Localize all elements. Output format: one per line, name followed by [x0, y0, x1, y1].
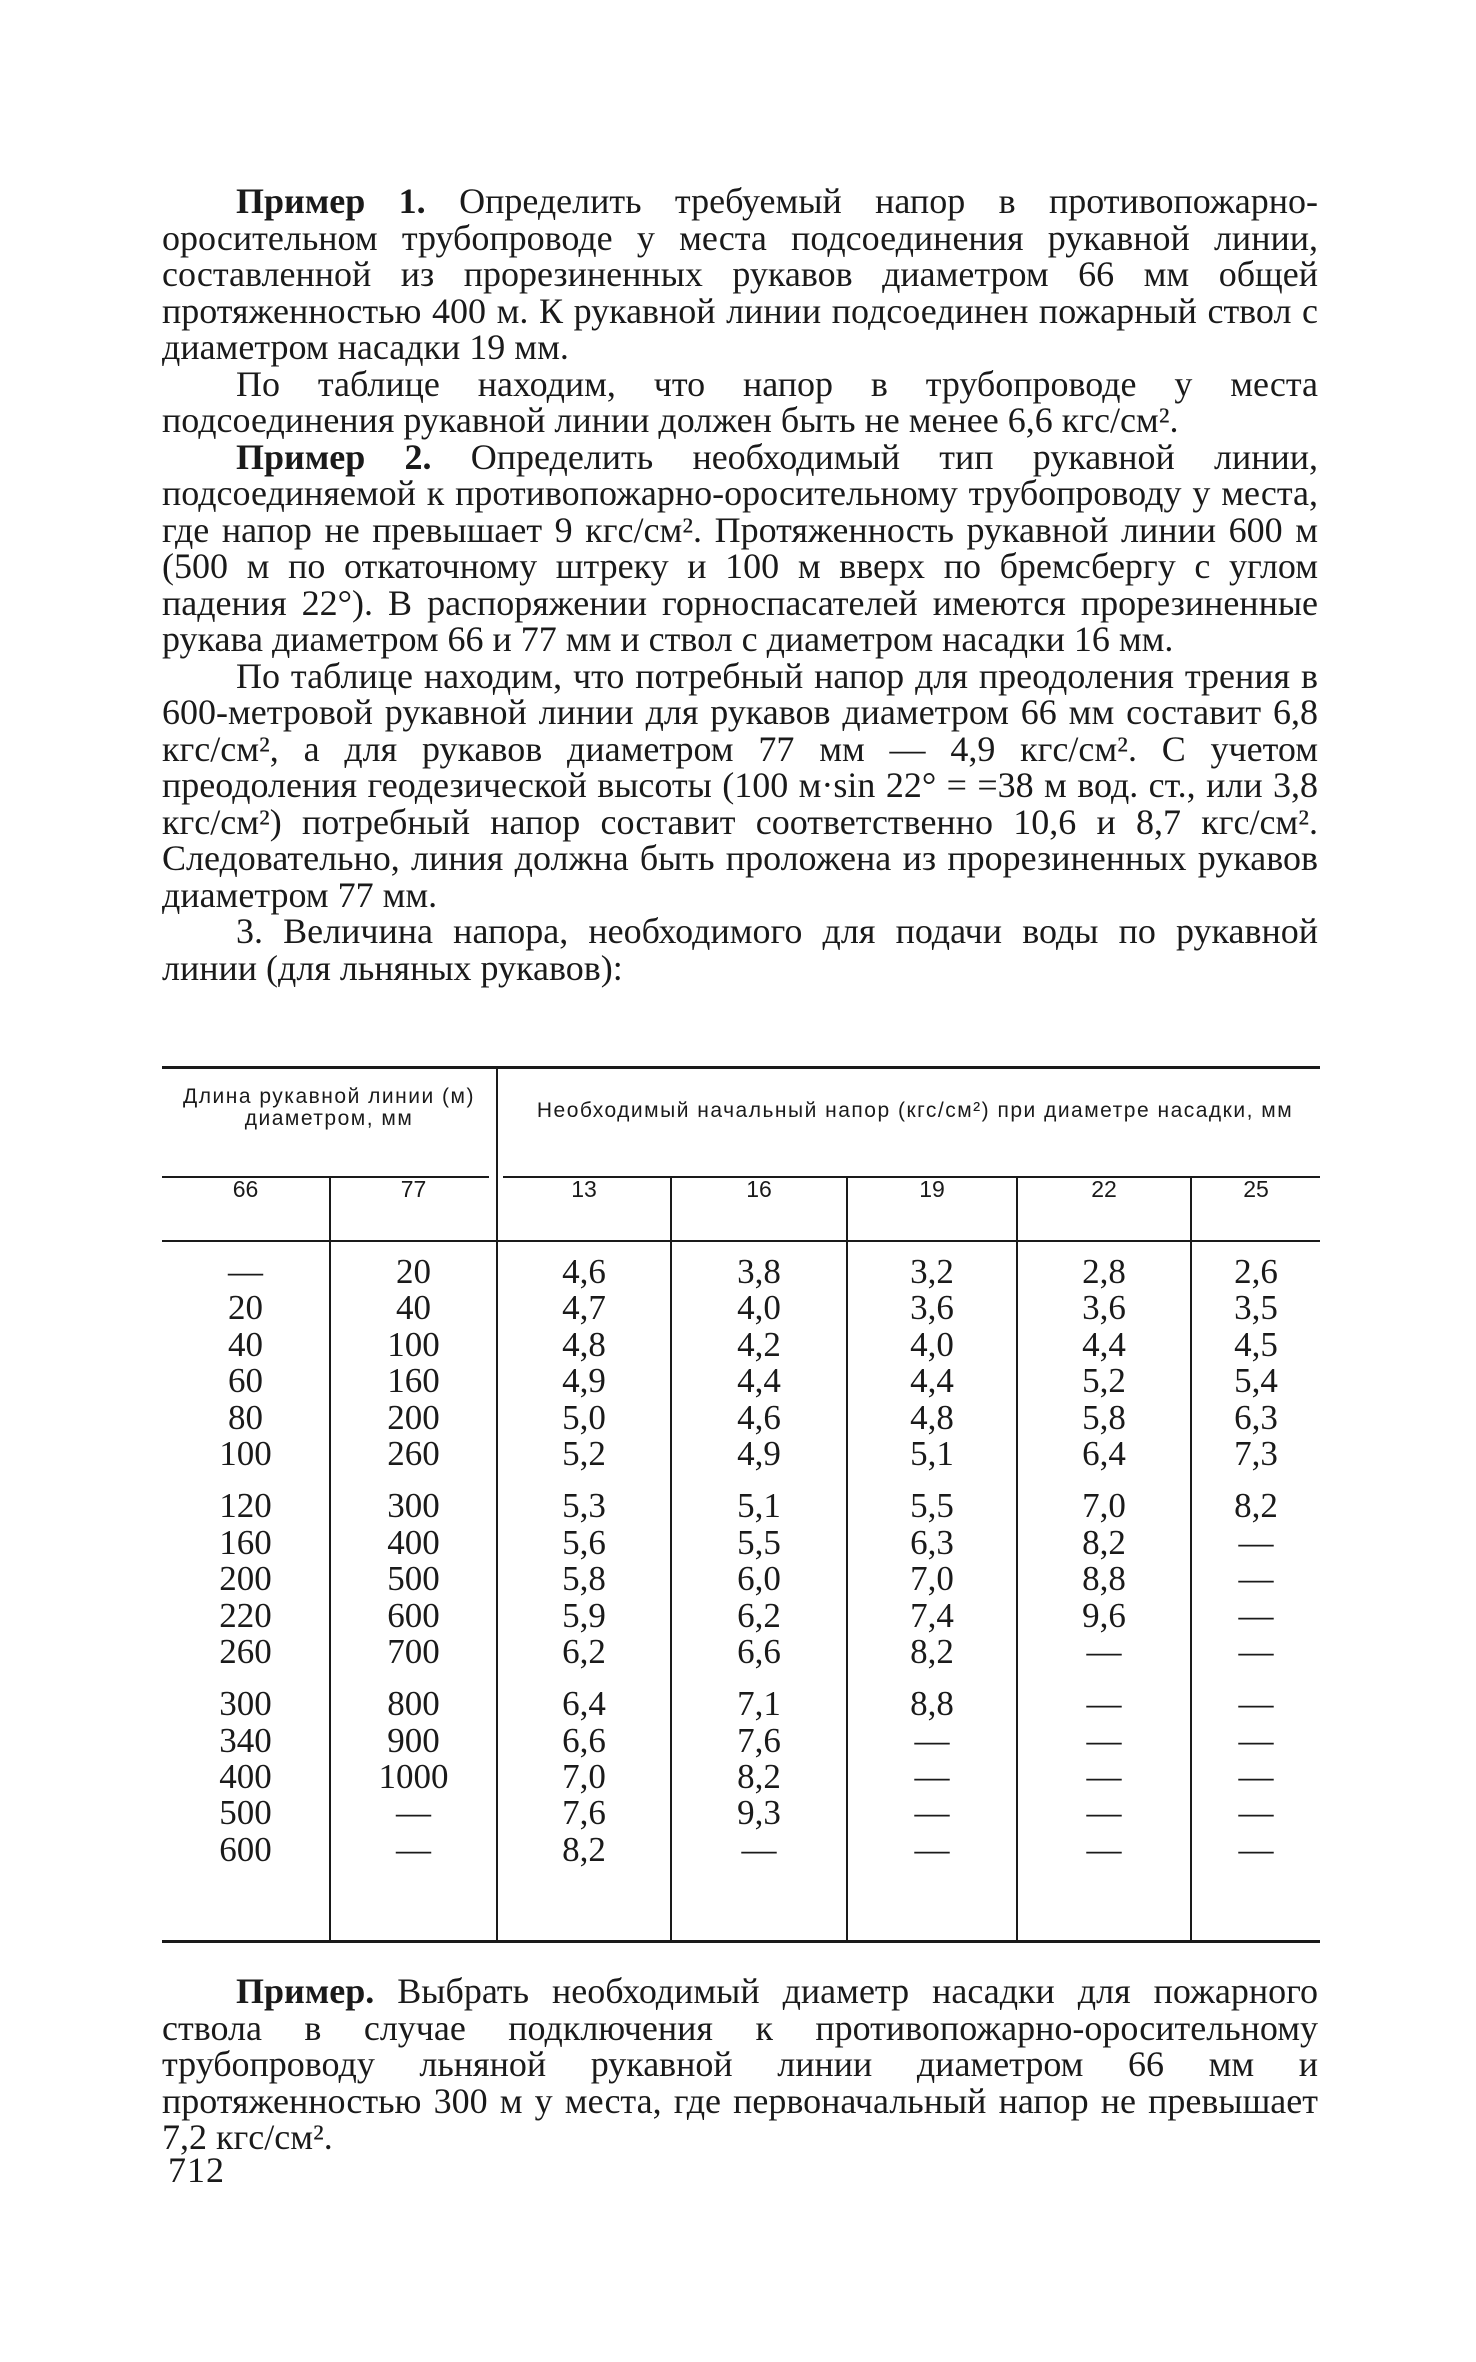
column-p-19: [848, 1254, 1016, 1868]
table-cell: 9,6: [1082, 1595, 1126, 1635]
table-cell: 160: [219, 1522, 272, 1562]
table-cell: —: [1086, 1720, 1122, 1760]
table-cell: —: [1238, 1595, 1274, 1635]
table-cell: 3,5: [1234, 1288, 1278, 1328]
table-cell: 100: [219, 1433, 272, 1473]
table-cell: 4,4: [1082, 1324, 1126, 1364]
row-group: [1018, 1254, 1190, 1472]
table-cell: 4,7: [562, 1288, 606, 1328]
row-group: [1192, 1488, 1320, 1670]
table-cell: 5,9: [562, 1595, 606, 1635]
header-diameter-77: 77: [400, 1176, 427, 1202]
table-top-rule: [162, 1066, 1320, 1069]
table-cell: 6,3: [1234, 1397, 1278, 1437]
table-cell: 260: [387, 1433, 440, 1473]
table-cell: —: [1238, 1757, 1274, 1797]
row-group: [848, 1254, 1016, 1472]
table-cell: 260: [219, 1631, 272, 1671]
example3-label: Пример.: [236, 1971, 375, 2011]
row-group: [672, 1488, 846, 1670]
table-cell: 5,5: [737, 1522, 781, 1562]
table-cell: 20: [396, 1252, 431, 1291]
example2-label: Пример 2.: [236, 436, 432, 477]
table-cell: 3,6: [910, 1288, 954, 1328]
column-len-77: [331, 1254, 496, 1868]
table-cell: 60: [228, 1361, 263, 1401]
example3-text: Выбрать необходимый диаметр насадки для пожарного ствола в случае подключения к противопожарно-оросительному трубопроводу льняной рукавной линии диаметром 66 мм и протяженностью 300 м у места, где первоначальный напор не превышает 7,2 кгс/см².: [162, 1971, 1318, 2157]
table-cell: 6,2: [562, 1631, 606, 1671]
top-text-block: [162, 183, 1318, 986]
table-cell: —: [914, 1720, 950, 1760]
table-cell: —: [914, 1757, 950, 1797]
table-cell: 500: [219, 1793, 272, 1833]
table-bottom-rule: [162, 1940, 1320, 1943]
table-cell: 20: [228, 1288, 263, 1328]
row-group: [1192, 1254, 1320, 1472]
table-cell: 5,2: [562, 1433, 606, 1473]
page-number: 712: [168, 2150, 225, 2190]
table-cell: —: [1238, 1829, 1274, 1869]
example2-answer: По таблице находим, что потребный напор для преодоления трения в 600-метровой рукавной линии для рукавов диаметром 66 мм составит 6,8 кгс/см², а для рукавов диаметром 77 мм — 4,9 кгс/см². С учетом преодоления геодезической высоты (100 м·sin 22° = =38 м вод. ст., или 3,8 кгс/см²) потребный напор составит соответственно 10,6 и 8,7 кгс/см². Следовательно, линия должна быть проложена из прорезиненных рукавов диаметром 77 мм.: [162, 655, 1318, 915]
table-cell: 5,4: [1234, 1361, 1278, 1401]
example2-text: Определить необходимый тип рукавной линии, подсоединяемой к противопожарно-оросительному трубопроводу у места, где напор не превышает 9 кгс/см². Протяженность рукавной линии 600 м (500 м по откаточному штреку и 100 м вверх по бремсбергу с углом падения 22°). В распоряжении горноспасателей имеются прорезиненные рукава диаметром 66 и 77 мм и ствол с диаметром насадки 16 мм.: [162, 436, 1319, 659]
table-cell: 600: [219, 1829, 272, 1869]
table-cell: 4,0: [737, 1288, 781, 1328]
row-group: [672, 1254, 846, 1472]
table-cell: 340: [219, 1720, 272, 1760]
row-group: [848, 1488, 1016, 1670]
table-cell: 300: [219, 1684, 272, 1724]
table-cell: 5,2: [1082, 1361, 1126, 1401]
table-cell: 5,8: [1082, 1397, 1126, 1437]
table-cell: 200: [387, 1397, 440, 1437]
header-nozzle-22: 22: [1091, 1176, 1117, 1202]
table-cell: —: [741, 1829, 777, 1869]
column-p-13: [498, 1254, 670, 1868]
table-cell: 9,3: [737, 1793, 781, 1833]
table-cell: —: [396, 1793, 431, 1833]
header-nozzle-25: 25: [1243, 1176, 1269, 1202]
right-header: Необходимый начальный напор (кгс/см²) при диаметре насадки, мм: [536, 1099, 1294, 1122]
table-cell: 5,5: [910, 1486, 954, 1526]
column-p-25: [1192, 1254, 1320, 1868]
row-group: [498, 1488, 670, 1670]
example1-text: Определить требуемый напор в противопожарно-оросительном трубопроводе у места подсоединения рукавной линии, составленной из прорезиненных рукавов диаметром 66 мм общей протяженностью 400 м. К рукавной линии подсоединен пожарный ствол с диаметром насадки 19 мм.: [162, 181, 1319, 367]
table-cell: —: [1238, 1559, 1274, 1599]
table-cell: 6,3: [910, 1522, 954, 1562]
table-cell: 80: [228, 1397, 263, 1437]
left-header: Длина рукавной линии (м) диаметром, мм: [183, 1085, 475, 1130]
table-cell: 8,2: [1082, 1522, 1126, 1562]
table-cell: 7,1: [737, 1684, 781, 1724]
table-cell: 4,9: [562, 1361, 606, 1401]
table-cell: 8,2: [1234, 1486, 1278, 1526]
table-cell: 8,8: [1082, 1559, 1126, 1599]
table-cell: 7,3: [1234, 1433, 1278, 1473]
table-cell: 5,0: [562, 1397, 606, 1437]
column-header-rule: [162, 1240, 1320, 1242]
table-cell: 220: [219, 1595, 272, 1635]
table-cell: 7,0: [910, 1559, 954, 1599]
table-cell: 4,2: [737, 1324, 781, 1364]
table-cell: 6,2: [737, 1595, 781, 1635]
table-cell: 5,1: [737, 1486, 781, 1526]
header-nozzle-16: 16: [746, 1176, 772, 1202]
table-cell: 2,8: [1082, 1252, 1126, 1291]
table-cell: 5,8: [562, 1559, 606, 1599]
row-group: [848, 1686, 1016, 1868]
table-cell: 6,6: [562, 1720, 606, 1760]
table-cell: 8,2: [562, 1829, 606, 1869]
row-group: [331, 1254, 496, 1472]
table-cell: 2,6: [1234, 1252, 1278, 1291]
table-cell: 300: [387, 1486, 440, 1526]
row-group: [162, 1254, 329, 1472]
table-cell: 8,2: [910, 1631, 954, 1671]
example1-paragraph: [162, 183, 1318, 366]
table-cell: 4,0: [910, 1324, 954, 1364]
column-p-16: [672, 1254, 846, 1868]
example1-answer: По таблице находим, что напор в трубопроводе у места подсоединения рукавной линии должен быть не менее 6,6 кгс/см².: [162, 363, 1318, 440]
table-cell: 6,4: [562, 1684, 606, 1724]
header-nozzle-19: 19: [919, 1176, 945, 1202]
table-cell: 5,1: [910, 1433, 954, 1473]
table-cell: 4,4: [737, 1361, 781, 1401]
table-cell: 800: [387, 1684, 440, 1724]
table-cell: 7,0: [1082, 1486, 1126, 1526]
row-group: [162, 1488, 329, 1670]
example2-paragraph: [162, 436, 1319, 659]
example1-label: Пример 1.: [236, 181, 426, 221]
table-cell: 700: [387, 1631, 440, 1671]
header-diameter-66: 66: [232, 1176, 259, 1202]
table-cell: —: [914, 1829, 950, 1869]
table-cell: —: [1086, 1684, 1122, 1724]
table-cell: —: [228, 1252, 263, 1291]
table-cell: —: [1238, 1684, 1274, 1724]
table-cell: —: [1086, 1829, 1122, 1869]
table-cell: 4,8: [562, 1324, 606, 1364]
row-group: [498, 1254, 670, 1472]
table-cell: 900: [387, 1720, 440, 1760]
row-group: [1018, 1488, 1190, 1670]
row-group: [162, 1686, 329, 1868]
table-cell: 120: [219, 1486, 272, 1526]
table-cell: —: [1238, 1720, 1274, 1760]
table-cell: 5,3: [562, 1486, 606, 1526]
table-cell: 4,4: [910, 1361, 954, 1401]
row-group: [672, 1686, 846, 1868]
table-cell: 3,8: [737, 1252, 781, 1291]
table-cell: 4,8: [910, 1397, 954, 1437]
table-cell: 4,5: [1234, 1324, 1278, 1364]
table-cell: 500: [387, 1559, 440, 1599]
table-cell: —: [1238, 1522, 1274, 1562]
table-cell: —: [1086, 1757, 1122, 1797]
table-cell: 4,6: [562, 1252, 606, 1291]
header-nozzle-13: 13: [571, 1176, 597, 1202]
table-cell: 3,2: [910, 1252, 954, 1291]
table-cell: 7,6: [562, 1793, 606, 1833]
table-cell: 7,6: [737, 1720, 781, 1760]
example3-paragraph: [162, 1973, 1318, 2156]
row-group: [1192, 1686, 1320, 1868]
column-p-22: [1018, 1254, 1190, 1868]
table-cell: 6,4: [1082, 1433, 1126, 1473]
table-cell: —: [396, 1829, 431, 1869]
column-len-66: [162, 1254, 329, 1868]
bottom-text-block: [162, 1973, 1318, 2156]
table-cell: 6,0: [737, 1559, 781, 1599]
table-cell: —: [914, 1793, 950, 1833]
table-cell: 600: [387, 1595, 440, 1635]
table-cell: 7,0: [562, 1757, 606, 1797]
table-cell: 200: [219, 1559, 272, 1599]
section3-text: 3. Величина напора, необходимого для подачи воды по рукавной линии (для льняных рукавов):: [162, 911, 1318, 988]
table-cell: 3,6: [1082, 1288, 1126, 1328]
row-group: [1018, 1686, 1190, 1868]
table-cell: —: [1086, 1793, 1122, 1833]
table-cell: —: [1086, 1631, 1122, 1671]
row-group: [331, 1686, 496, 1868]
table-cell: 400: [219, 1757, 272, 1797]
table-cell: 8,8: [910, 1684, 954, 1724]
table-cell: 4,9: [737, 1433, 781, 1473]
table-cell: 4,6: [737, 1397, 781, 1437]
table-cell: 40: [396, 1288, 431, 1328]
table-cell: 5,6: [562, 1522, 606, 1562]
table-cell: 7,4: [910, 1595, 954, 1635]
table-cell: —: [1238, 1631, 1274, 1671]
table-cell: 1000: [378, 1757, 449, 1797]
table-cell: 8,2: [737, 1757, 781, 1797]
table-cell: 6,6: [737, 1631, 781, 1671]
table-cell: 160: [387, 1361, 440, 1401]
table-cell: 100: [387, 1324, 440, 1364]
row-group: [331, 1488, 496, 1670]
table-cell: —: [1238, 1793, 1274, 1833]
table-cell: 400: [387, 1522, 440, 1562]
row-group: [498, 1686, 670, 1868]
table-cell: 40: [228, 1324, 263, 1364]
